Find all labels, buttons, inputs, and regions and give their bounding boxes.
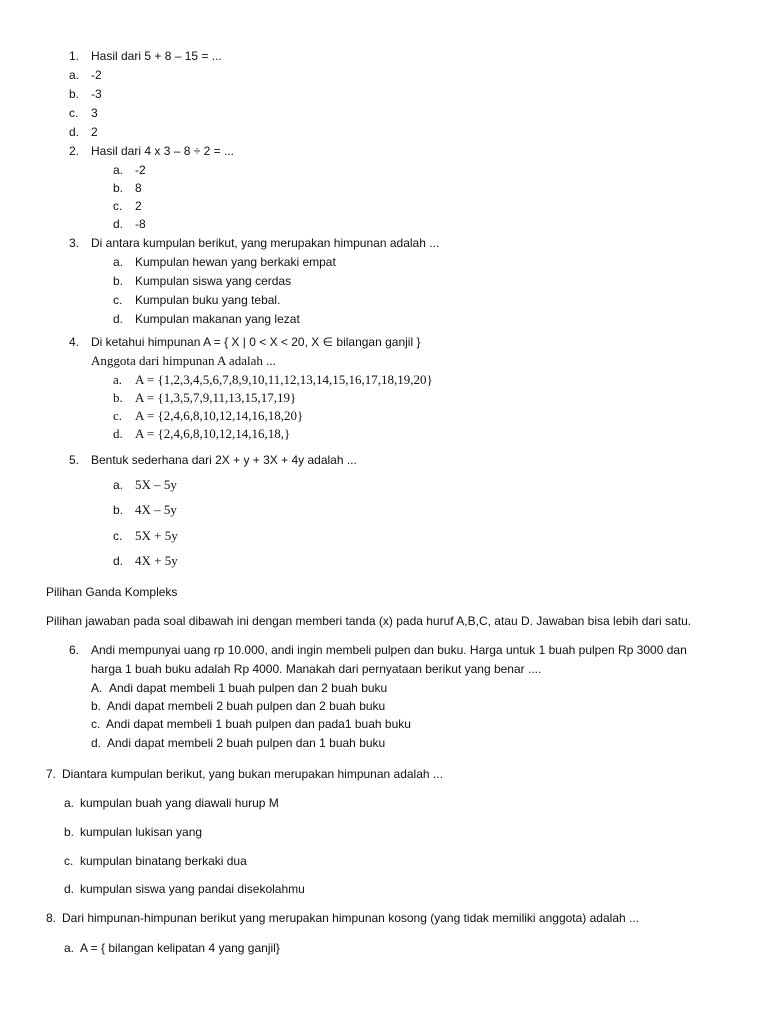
question-4-text: Di ketahui himpunan A = { X | 0 < X < 20, X ∈ bilangan ganjil }: [91, 335, 421, 349]
q6-option-c-text: Andi dapat membeli 1 buah pulpen dan pada1 buah buku: [106, 717, 411, 731]
q7-option-c-marker: c.: [64, 854, 74, 868]
question-7-number: 7.: [46, 767, 57, 781]
q4-option-a-text: A = {1,2,3,4,5,6,7,8,9,10,11,12,13,14,15,16,17,18,19,20}: [135, 372, 433, 387]
q4-option-b-text: A = {1,3,5,7,9,11,13,15,17,19}: [135, 390, 297, 405]
q6-option-b-text: Andi dapat membeli 2 buah pulpen dan 2 buah buku: [107, 699, 386, 713]
q1-option-a-marker: a.: [69, 68, 80, 82]
question-5-text: Bentuk sederhana dari 2X + y + 3X + 4y adalah ...: [91, 453, 357, 467]
question-1-text: Hasil dari 5 + 8 – 15 = ...: [91, 49, 222, 63]
q4-option-c-marker: c.: [113, 408, 123, 423]
q3-option-b-marker: b.: [113, 274, 124, 288]
q8-option-a-marker: a.: [64, 941, 75, 955]
q6-option-d-text: Andi dapat membeli 2 buah pulpen dan 1 buah buku: [107, 736, 386, 750]
q6-option-b-marker: b.: [91, 699, 102, 713]
q7-option-b-text: kumpulan lukisan yang: [80, 825, 203, 839]
q2-option-a-marker: a.: [113, 163, 124, 177]
q3-option-d-marker: d.: [113, 312, 124, 326]
q5-option-d-text: 4X + 5y: [135, 553, 178, 568]
q1-option-a-text: -2: [91, 68, 102, 82]
q5-option-d-marker: d.: [113, 554, 124, 568]
q2-option-b-marker: b.: [113, 181, 124, 195]
q6-option-a-text: Andi dapat membeli 1 buah pulpen dan 2 buah buku: [109, 681, 388, 695]
q2-option-b-text: 8: [135, 181, 142, 195]
q4-option-b-marker: b.: [113, 390, 123, 405]
question-7-text: Diantara kumpulan berikut, yang bukan merupakan himpunan adalah ...: [62, 767, 443, 781]
question-3-text: Di antara kumpulan berikut, yang merupakan himpunan adalah ...: [91, 236, 440, 250]
q2-option-a-text: -2: [135, 163, 146, 177]
question-3-number: 3.: [69, 236, 80, 250]
instruction-text: Pilihan jawaban pada soal dibawah ini dengan memberi tanda (x) pada huruf A,B,C, atau D. Jawaban bisa lebih dari satu.: [46, 614, 692, 628]
q2-option-d-text: -8: [135, 217, 146, 231]
q4-option-d-marker: d.: [113, 426, 123, 441]
q5-option-c-text: 5X + 5y: [135, 528, 178, 543]
q7-option-d-marker: d.: [64, 882, 75, 896]
q1-option-b-marker: b.: [69, 87, 80, 101]
q3-option-b-text: Kumpulan siswa yang cerdas: [135, 274, 292, 288]
question-8-text: Dari himpunan-himpunan berikut yang merupakan himpunan kosong (yang tidak memiliki anggota) adalah ...: [62, 911, 639, 925]
question-5-number: 5.: [69, 453, 80, 467]
q7-option-c-text: kumpulan binatang berkaki dua: [80, 854, 247, 868]
q7-option-b-marker: b.: [64, 825, 75, 839]
q6-option-c-marker: c.: [91, 717, 101, 731]
q1-option-c-text: 3: [91, 106, 98, 120]
q3-option-a-marker: a.: [113, 255, 124, 269]
q5-option-c-marker: c.: [113, 529, 123, 543]
q2-option-c-marker: c.: [113, 199, 123, 213]
q5-option-b-marker: b.: [113, 503, 124, 517]
q1-option-d-text: 2: [91, 125, 98, 139]
question-6-text-line1: Andi mempunyai uang rp 10.000, andi ingin membeli pulpen dan buku. Harga untuk 1 buah pulpen Rp 3000 dan: [91, 643, 687, 657]
question-6-number: 6.: [69, 643, 80, 657]
q5-option-a-text: 5X – 5y: [135, 477, 177, 492]
q6-option-a-marker: A.: [91, 681, 103, 695]
q3-option-c-marker: c.: [113, 293, 123, 307]
q1-option-c-marker: c.: [69, 106, 79, 120]
q5-option-a-marker: a.: [113, 478, 124, 492]
q5-option-b-text: 4X – 5y: [135, 502, 177, 517]
q7-option-a-marker: a.: [64, 796, 75, 810]
question-4-subtext: Anggota dari himpunan A adalah ...: [91, 353, 276, 368]
q2-option-c-text: 2: [135, 199, 142, 213]
q4-option-d-text: A = {2,4,6,8,10,12,14,16,18,}: [135, 426, 291, 441]
question-2-number: 2.: [69, 144, 80, 158]
q4-option-c-text: A = {2,4,6,8,10,12,14,16,18,20}: [135, 408, 304, 423]
q2-option-d-marker: d.: [113, 217, 124, 231]
q7-option-a-text: kumpulan buah yang diawali hurup M: [80, 796, 279, 810]
q1-option-d-marker: d.: [69, 125, 80, 139]
question-2-text: Hasil dari 4 x 3 – 8 ÷ 2 = ...: [91, 144, 234, 158]
q3-option-a-text: Kumpulan hewan yang berkaki empat: [135, 255, 336, 269]
q4-option-a-marker: a.: [113, 372, 123, 387]
q7-option-d-text: kumpulan siswa yang pandai disekolahmu: [80, 882, 305, 896]
section-title: Pilihan Ganda Kompleks: [46, 585, 178, 599]
q3-option-c-text: Kumpulan buku yang tebal.: [135, 293, 281, 307]
question-1-number: 1.: [69, 49, 80, 63]
question-6-text-line2: harga 1 buah buku adalah Rp 4000. Manakah dari pernyataan berikut yang benar ....: [91, 662, 542, 676]
q8-option-a-text: A = { bilangan kelipatan 4 yang ganjil}: [80, 941, 280, 955]
question-8-number: 8.: [46, 911, 57, 925]
q1-option-b-text: -3: [91, 87, 102, 101]
q3-option-d-text: Kumpulan makanan yang lezat: [135, 312, 300, 326]
question-4-number: 4.: [69, 335, 80, 349]
q6-option-d-marker: d.: [91, 736, 102, 750]
